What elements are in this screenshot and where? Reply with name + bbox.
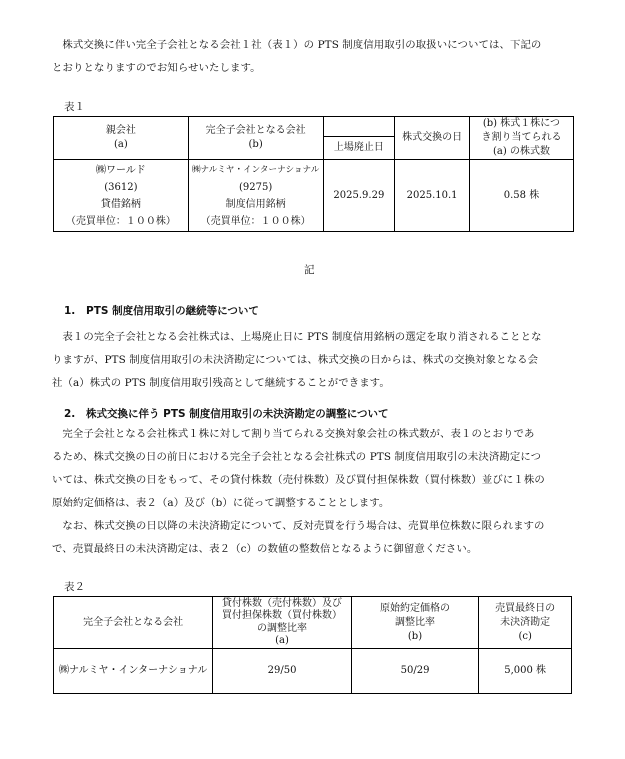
table1 [53,116,574,232]
table2 [53,596,572,694]
section2-line: るため、株式交換の日の前日における完全子会社となる会社株式の PTS 制度信用取引の未決済勘定につ [52,451,542,463]
section2-line: いては、株式交換の日をもって、その貸付株数（売付株数）及び買付担保株数（買付株数）並びに１株の [52,474,545,486]
table2-header-final: 売買最終日の 未決済勘定 (c) [479,597,572,649]
section2-number: 2. [64,408,76,420]
section2-title: 株式交換に伴う PTS 制度信用取引の未決済勘定の調整について [86,408,389,420]
table2-cell-company: ㈱ナルミヤ・インターナショナル [54,649,213,694]
table2-cell-price: 50/29 [351,649,479,694]
section1-heading [64,303,259,318]
table2-header-ratio: 貸付株数（売付株数）及び 買付担保株数（買付株数） の調整比率 (a) [213,597,351,649]
section1-paragraph [52,326,574,395]
table1-caption: 表１ [64,101,85,113]
table2-cell-final: 5,000 株 [479,649,572,694]
table1-header-delisting: 上場廃止日 [323,137,395,160]
table2-cell-ratio: 29/50 [213,649,351,694]
section2-paragraph [52,423,574,515]
table1-header-parent: 親会社 (a) [54,117,189,160]
intro-line: とおりとなりますのでお知らせいたします。 [52,62,261,74]
table1-header-ratio: (b) 株式１株につ き割り当てられる (a) の株式数 [469,117,573,160]
section2-note-line: なお、株式交換の日以降の未決済勘定について、反対売買を行う場合は、売買単位株数に限られますの [62,520,545,532]
table1-header-blank [323,117,395,137]
section2-note-line: で、売買最終日の未決済勘定は、表２（c）の数値の整数倍となるように御留意ください。 [52,543,478,555]
table1-cell-parent: ㈱ワールド (3612) 貸借銘柄 （売買単位：１００株） [54,160,189,232]
table2-caption: 表２ [64,581,85,593]
section1-line: 表１の完全子会社となる会社株式は、上場廃止日に PTS 制度信用銘柄の選定を取り消されることとな [62,331,542,343]
section1-title: PTS 制度信用取引の継続等について [86,305,259,317]
section2-heading [64,406,389,421]
intro-line: 株式交換に伴い完全子会社となる会社１社（表１）の PTS 制度信用取引の取扱いについては、下記の [62,39,542,51]
table2-header-company: 完全子会社となる会社 [54,597,213,649]
section2-line: 完全子会社となる会社株式１株に対して割り当てられる交換対象会社の株式数が、表１のとおりであ [62,428,535,440]
table1-cell-subsidiary: ㈱ナルミヤ・インターナショナル (9275) 制度信用銘柄 （売買単位：１００株） [188,160,323,232]
section2-line: 原始約定価格は、表２（a）及び（b）に従って調整することとします。 [52,497,390,509]
section1-number: 1. [64,305,76,317]
ki-mark: 記 [304,264,315,276]
table1-cell-exchange-date: 2025.10.1 [395,160,470,232]
section1-line: 社（a）株式の PTS 制度信用取引残高として継続することができます。 [52,377,390,389]
intro-paragraph [52,34,574,80]
table1-cell-ratio: 0.58 株 [469,160,573,232]
table1-header-subsidiary: 完全子会社となる会社 (b) [188,117,323,160]
table2-header-price: 原始約定価格の 調整比率 (b) [351,597,479,649]
section1-line: りますが、PTS 制度信用取引の未決済勘定については、株式交換の日からは、株式の交換対象となる会 [52,354,539,366]
table1-header-exchange-date: 株式交換の日 [395,117,470,160]
table1-cell-delisting: 2025.9.29 [323,160,395,232]
section2-note [52,515,574,561]
